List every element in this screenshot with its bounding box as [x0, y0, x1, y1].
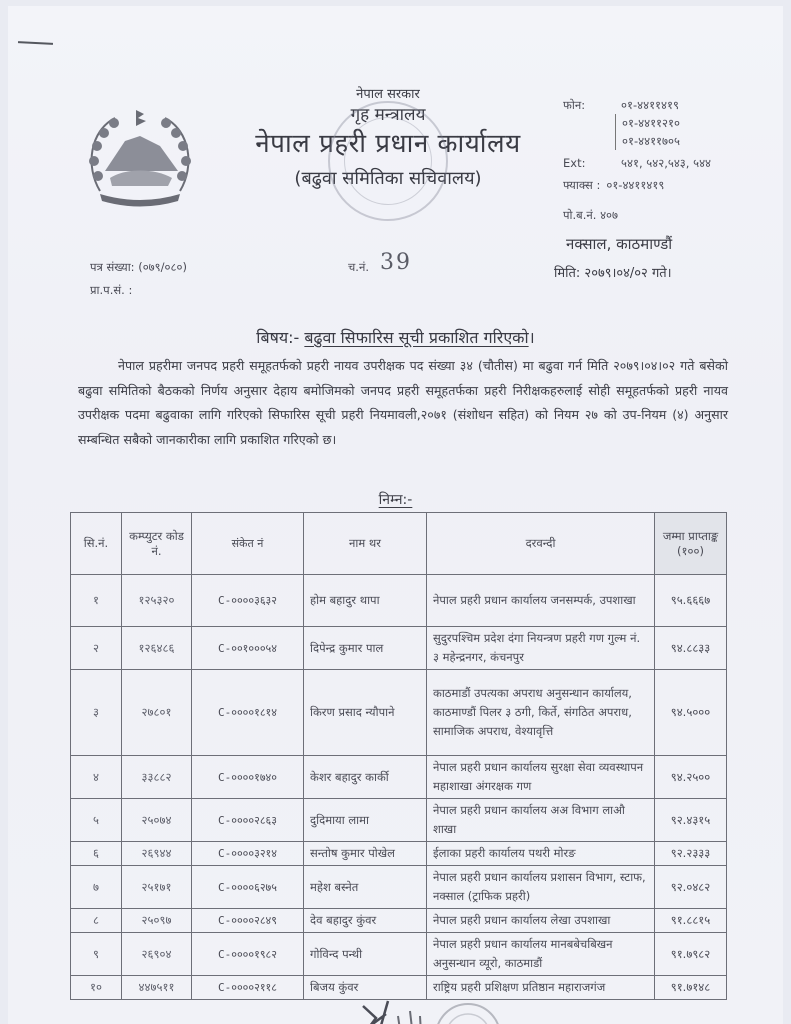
- government-label: नेपाल सरकार: [356, 87, 420, 102]
- fax-label: फ्याक्स :: [563, 177, 601, 192]
- cell-post: नेपाल प्रहरी प्रधान कार्यालय प्रशासन विभाग, स्टाफ, नक्साल (ट्राफिक प्रहरी): [427, 866, 655, 909]
- promotion-list-table: [70, 512, 727, 1000]
- cell-name: बिजय कुंवर: [304, 976, 427, 1000]
- phone-3: ०१-४४११७०५: [622, 133, 680, 148]
- cell-score: ९१.७९८२: [655, 933, 727, 976]
- chalani-label: च.नं.: [348, 260, 369, 274]
- letter-number: पत्र संख्या: (०७९/०८०): [90, 260, 187, 274]
- secretariat-subtitle: (बढुवा समितिका सचिवालय): [294, 168, 482, 189]
- cell-code: २७८०१: [122, 670, 192, 756]
- table-row: [71, 575, 727, 627]
- cell-score: ९४.२५००: [655, 756, 727, 799]
- pen-mark: [18, 41, 53, 45]
- subject-prefix: बिषय:-: [256, 328, 305, 347]
- cell-post: नेपाल प्रहरी प्रधान कार्यालय सुरक्षा सेवा व्यवस्थापन महाशाखा अंगरक्षक गण: [427, 756, 655, 799]
- cell-score: ९२.२३३३: [655, 842, 727, 866]
- table-row: [71, 933, 727, 976]
- cell-post: काठमाडौं उपत्यका अपराध अनुसन्धान कार्यालय, काठमाण्डौं पिलर ३ ठगी, किर्ते, संगठित अपराध, सामाजिक अपराध, वेश्यावृत्ति: [427, 670, 655, 756]
- cell-post: सुदुरपश्चिम प्रदेश दंगा नियन्त्रण प्रहरी गण गुल्म नं. ३ महेन्द्रनगर, कंचनपुर: [427, 627, 655, 670]
- cell-score: ९२.०४८२: [655, 866, 727, 909]
- cell-code: ४४७५११: [122, 976, 192, 1000]
- table-row: [71, 842, 727, 866]
- cell-post: नेपाल प्रहरी प्रधान कार्यालय अअ विभाग लाऔ शाखा: [427, 799, 655, 842]
- cell-name: सन्तोष कुमार पोखेल: [304, 842, 427, 866]
- cell-sn: १०: [71, 976, 122, 1000]
- cell-score: ९२.४३१५: [655, 799, 727, 842]
- table-row: [71, 627, 727, 670]
- cell-code: १२५३२०: [122, 575, 192, 627]
- cell-sn: ८: [71, 909, 122, 933]
- cell-name: केशर बहादुर कार्की: [304, 756, 427, 799]
- cell-name: होम बहादुर थापा: [304, 575, 427, 627]
- office-address: नक्साल, काठमाण्डौं: [566, 235, 673, 253]
- nepal-emblem-icon: [80, 106, 200, 211]
- cell-code: २५१७१: [122, 866, 192, 909]
- header-score: जम्मा प्राप्ताङ्क (१००): [655, 513, 727, 575]
- cell-name: महेश बस्नेत: [304, 866, 427, 909]
- cell-code: २५०७४: [122, 799, 192, 842]
- cell-post: राष्ट्रिय प्रहरी प्रशिक्षण प्रतिष्ठान महाराजगंज: [427, 976, 655, 1000]
- cell-symbol: C-००००६२७५: [192, 866, 304, 909]
- cell-post: ईलाका प्रहरी कार्यालय पथरी मोरङ: [427, 842, 655, 866]
- cell-sn: २: [71, 627, 122, 670]
- table-header-row: [71, 513, 727, 575]
- body-paragraph: नेपाल प्रहरीमा जनपद प्रहरी समूहतर्फको प्रहरी नायव उपरीक्षक पद संख्या ३४ (चौतीस) मा बढुवा गर्न मिति २०७९।०४।०२ गते बसेको बढुवा समितिको बैठकको निर्णय अनुसार देहाय बमोजिमको जनपद प्रहरी समूहतर्फका प्रहरी निरीक्षकहरुलाई सोही समूहतर्फको प्रहरी नायव उपरीक्षक पदमा बढुवाका लागि गरिएको सिफारिस सूची प्रहरी नियमावली,२०७१ (संशोधन सहित) को नियम २७ को उप-नियम (४) अनुसार सम्बन्धित सबैको जानकारीका लागि प्रकाशित गरिएको छ।: [78, 358, 728, 447]
- cell-score: ९१.८८१५: [655, 909, 727, 933]
- ministry-label: गृह मन्त्रालय: [350, 105, 426, 125]
- cell-sn: १: [71, 575, 122, 627]
- cell-name: दुदिमाया लामा: [304, 799, 427, 842]
- cell-code: ३३८८२: [122, 756, 192, 799]
- cell-sn: ७: [71, 866, 122, 909]
- po-box: पो.ब.नं. ४०७: [563, 207, 619, 222]
- cell-score: ९५.६६६७: [655, 575, 727, 627]
- ext-label: Ext:: [563, 156, 586, 170]
- header-name: नाम थर: [304, 513, 427, 575]
- subject-suffix: ।: [528, 328, 535, 347]
- cell-code: २५०९७: [122, 909, 192, 933]
- scanned-document-page: [8, 6, 783, 1024]
- fax-value: ०१-४४११४१९: [606, 177, 665, 192]
- cell-name: देव बहादुर कुंवर: [304, 909, 427, 933]
- ext-value: ५४१, ५४२,५४३, ५४४: [621, 155, 712, 170]
- header-sn: सि.नं.: [71, 513, 122, 575]
- cell-score: ९१.७१४८: [655, 976, 727, 1000]
- cell-sn: ३: [71, 670, 122, 756]
- cell-symbol: C-००००३६३२: [192, 575, 304, 627]
- table-row: [71, 756, 727, 799]
- phone-1: ०१-४४११४१९: [621, 97, 679, 112]
- cell-sn: ९: [71, 933, 122, 976]
- cell-name: किरण प्रसाद न्यौपाने: [304, 670, 427, 756]
- cell-code: २६९४४: [122, 842, 192, 866]
- cell-symbol: C-००१०००५४: [192, 627, 304, 670]
- header-symbol-no: संकेत नं: [192, 513, 304, 575]
- cell-code: १२६४८६: [122, 627, 192, 670]
- table-row: [71, 670, 727, 756]
- cell-sn: ४: [71, 756, 122, 799]
- list-heading: निम्न:-: [378, 492, 413, 508]
- phone-label: फोन:: [563, 97, 586, 112]
- office-title: नेपाल प्रहरी प्रधान कार्यालय: [255, 129, 521, 159]
- header-post: दरवन्दी: [427, 513, 655, 575]
- subject-line: [8, 326, 783, 348]
- cell-sn: ५: [71, 799, 122, 842]
- cell-post: नेपाल प्रहरी प्रधान कार्यालय जनसम्पर्क, उपशाखा: [427, 575, 655, 627]
- table-row: [71, 866, 727, 909]
- subject-text: बढुवा सिफारिस सूची प्रकाशित गरिएको: [304, 328, 529, 347]
- cell-symbol: C-००००१८१४: [192, 670, 304, 756]
- cell-score: ९४.५०००: [655, 670, 727, 756]
- table-row: [71, 976, 727, 1000]
- cell-post: नेपाल प्रहरी प्रधान कार्यालय मानबबेचबिखन अनुसन्धान व्यूरो, काठमाडौं: [427, 933, 655, 976]
- cell-score: ९४.८८३३: [655, 627, 727, 670]
- cell-symbol: C-००००१९८२: [192, 933, 304, 976]
- cell-symbol: C-००००२११८: [192, 976, 304, 1000]
- cell-post: नेपाल प्रहरी प्रधान कार्यालय लेखा उपशाखा: [427, 909, 655, 933]
- chalani-number-handwritten: 39: [380, 250, 412, 275]
- contact-block: [563, 96, 711, 224]
- cell-name: दिपेन्द्र कुमार पाल: [304, 627, 427, 670]
- cell-code: २६९०४: [122, 933, 192, 976]
- phone-2: ०१-४४११२१०: [622, 115, 680, 130]
- signature-stamp-icon: [358, 996, 508, 1024]
- cell-symbol: C-००००२८४९: [192, 909, 304, 933]
- letter-date: मिति: २०७९।०४/०२ गते।: [554, 266, 672, 281]
- cell-name: गोविन्द पन्थी: [304, 933, 427, 976]
- cell-symbol: C-००००१७४०: [192, 756, 304, 799]
- table-row: [71, 799, 727, 842]
- cell-sn: ६: [71, 842, 122, 866]
- table-row: [71, 909, 727, 933]
- prapasa-number: प्रा.प.सं. :: [90, 283, 133, 297]
- header-computer-code: कम्प्युटर कोड नं.: [122, 513, 192, 575]
- cell-symbol: C-००००३२१४: [192, 842, 304, 866]
- cell-symbol: C-००००२८६३: [192, 799, 304, 842]
